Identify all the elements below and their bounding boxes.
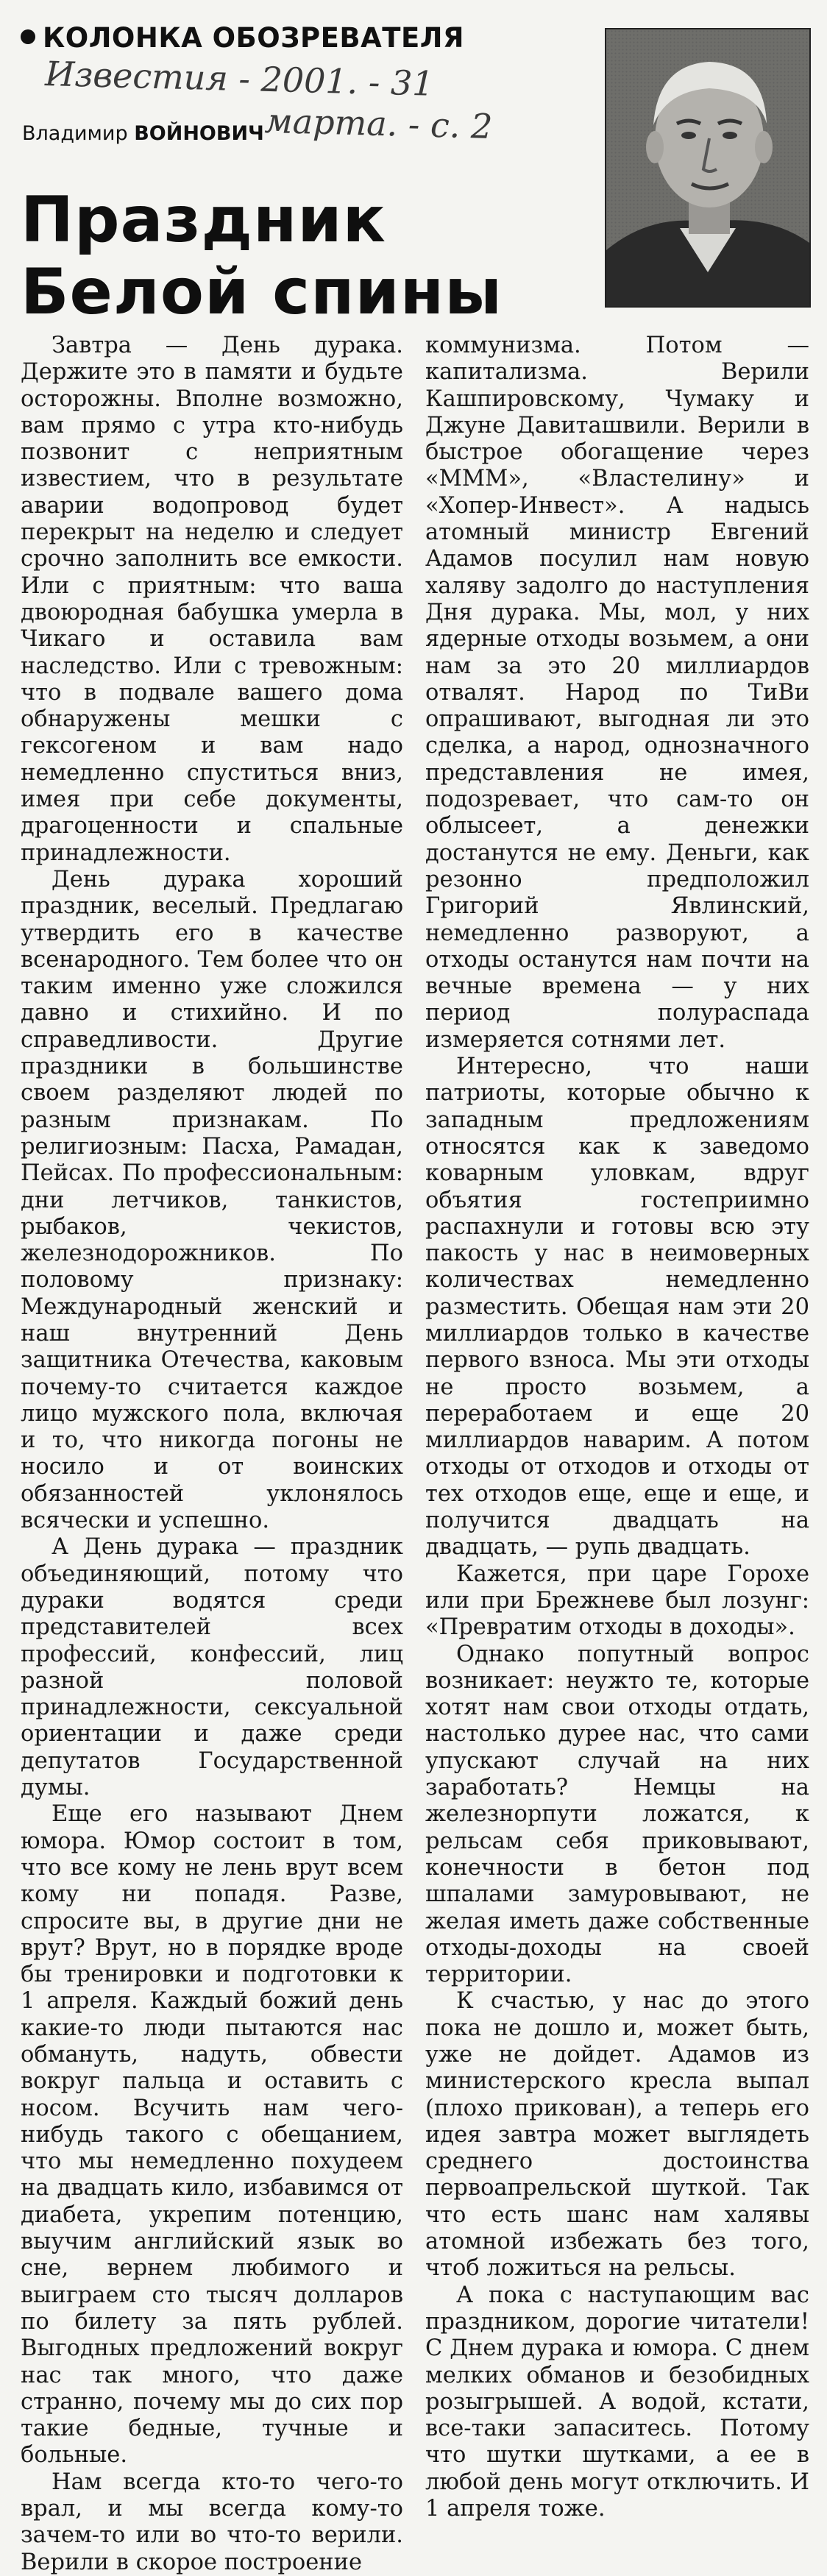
paragraph: К счастью, у нас до этого пока не дошло и, может быть, уже не дойдет. Адамов из министерского кресла выпал (плохо прикован), а теперь его идея завтра может выглядеть среднего достоинства первоапрельской шуткой. Так что есть шанс нам халявы атомной избежать без того, чтоб ложиться на рельсы. — [425, 1988, 809, 2282]
paragraph: Завтра — День дурака. Держите это в памяти и будьте осторожны. Вполне возможно, вам прямо с утра кто-нибудь позвонит с неприятным известием, что в результате аварии водопровод будет перекрыт на неделю и следует срочно заполнить все емкости. Или с приятным: что ваша двоюродная бабушка умерла в Чикаго и оставила вам наследство. Или с тревожным: что в подвале вашего дома обнаружены мешки с гексогеном и вам надо немедленно спуститься вниз, имея при себе документы, драгоценности и спальные принадлежности. — [21, 333, 403, 866]
headline-line-2: Белой спины — [21, 255, 503, 329]
article-right-column — [425, 333, 809, 2522]
article-headline — [21, 184, 594, 328]
paragraph: А День дурака — праздник объединяющий, потому что дураки водятся среди представителей всех профессий, конфессий, лиц разной половой принадлежности, сексуальной ориентации и даже среди депутатов Государственной думы. — [21, 1534, 403, 1801]
author-portrait-image — [606, 29, 809, 306]
rubric-label: КОЛОНКА ОБОЗРЕВАТЕЛЯ — [43, 22, 464, 54]
bullet-dot-icon — [21, 29, 35, 44]
paragraph: Кажется, при царе Горохе или при Брежневе был лозунг: «Превратим отходы в доходы». — [425, 1561, 809, 1641]
author-first-name: Владимир — [22, 122, 128, 145]
paragraph: Интересно, что наши патриоты, которые обычно к западным предложениям относятся как к заведомо коварным уловкам, вдруг объятия гостеприимно распахнули и готовы всю эту пакость у нас в неимоверных количествах немедленно разместить. Обещая нам эти 20 миллиардов только в качестве первого взноса. Мы эти отходы не просто возьмем, а переработаем и еще 20 миллиардов наварим. А потом отходы от отходов и отходы от тех отходов еще, еще и еще, и получится двадцать на двадцать, — рупь двадцать. — [425, 1054, 809, 1561]
author-byline — [22, 122, 264, 145]
author-last-name: ВОЙНОВИЧ — [134, 122, 264, 145]
column-divider — [407, 333, 408, 2393]
handwritten-note-line1: Известия - 2001. - 31 — [44, 53, 435, 104]
author-photo — [605, 28, 811, 308]
paragraph: День дурака хороший праздник, веселый. Предлагаю утвердить его в качестве всенародного. Тем более что он таким именно уже сложился давно и стихийно. И по справедливости. Другие праздники в большинстве своем разделяют людей по разным признакам. По религиозным: Пасха, Рамадан, Пейсах. По профессиональным: дни летчиков, танкистов, рыбаков, чекистов, железнодорожников. По половому признаку: Международный женский и наш внутренний День защитника Отечества, каковым почему-то считается каждое лицо мужского пола, включая и то, что никогда погоны не носило и от воинских обязанностей уклонялось всячески и успешно. — [21, 866, 403, 1534]
paragraph: Однако попутный вопрос возникает: неужто те, которые хотят нам свои отходы отдать, настолько дурее нас, что сами упускают случай на них заработать? Немцы на железнорпути ложатся, к рельсам себя приковывают, конечности в бетон под шпалами замуровывают, не желая иметь даже собственные отходы-доходы на своей территории. — [425, 1641, 809, 1988]
paragraph-continuation: коммунизма. Потом — капитализма. Верили Кашпировскому, Чумаку и Джуне Давиташвили. Верили в быстрое обогащение через «МММ», «Властелину» и «Хопер-Инвест». А надысь атомный министр Евгений Адамов посулил нам новую халяву задолго до наступления Дня дурака. Мы, мол, у них ядерные отходы возьмем, а они нам за это 20 миллиардов отвалят. Народ по ТиВи опрашивают, выгодная ли это сделка, а народ, однозначного представления не имея, подозревает, что сам-то он облысеет, а денежки достанутся не ему. Деньги, как резонно предположил Григорий Явлинский, немедленно разворуют, а отходы останутся нам почти на вечные времена — у них период полураспада измеряется сотнями лет. — [425, 333, 809, 1053]
handwritten-note-line2: марта. - с. 2 — [263, 100, 494, 146]
article-left-column — [21, 333, 403, 2576]
column-rubric — [21, 22, 464, 54]
paragraph: А пока с наступающим вас праздником, дорогие читатели! С Днем дурака и юмора. С днем мелких обманов и безобидных розыгрышей. А водой, кстати, все-таки запаситесь. Потому что шутки шутками, а ее в любой день могут отключить. И 1 апреля тоже. — [425, 2282, 809, 2522]
paragraph: Еще его называют Днем юмора. Юмор состоит в том, что все кому не лень врут всем кому ни попадя. Разве, спросите вы, в другие дни не врут? Врут, но в порядке вроде бы тренировки и подготовки к 1 апреля. Каждый божий день какие-то люди пытаются нас обмануть, надуть, обвести вокруг пальца и оставить с носом. Всучить нам чего-нибудь такого с обещанием, что мы немедленно похудеем на двадцать кило, избавимся от диабета, укрепим потенцию, выучим английский язык во сне, вернем любимого и выиграем сто тысяч долларов по билету за пять рублей. Выгодных предложений вокруг нас так много, что даже странно, почему мы до сих пор такие бедные, тучные и больные. — [21, 1801, 403, 2469]
headline-line-1: Праздник — [21, 183, 387, 257]
paragraph: Нам всегда кто-то чего-то врал, и мы всегда кому-то зачем-то или во что-то верили. Верили в скорое построение — [21, 2469, 403, 2575]
